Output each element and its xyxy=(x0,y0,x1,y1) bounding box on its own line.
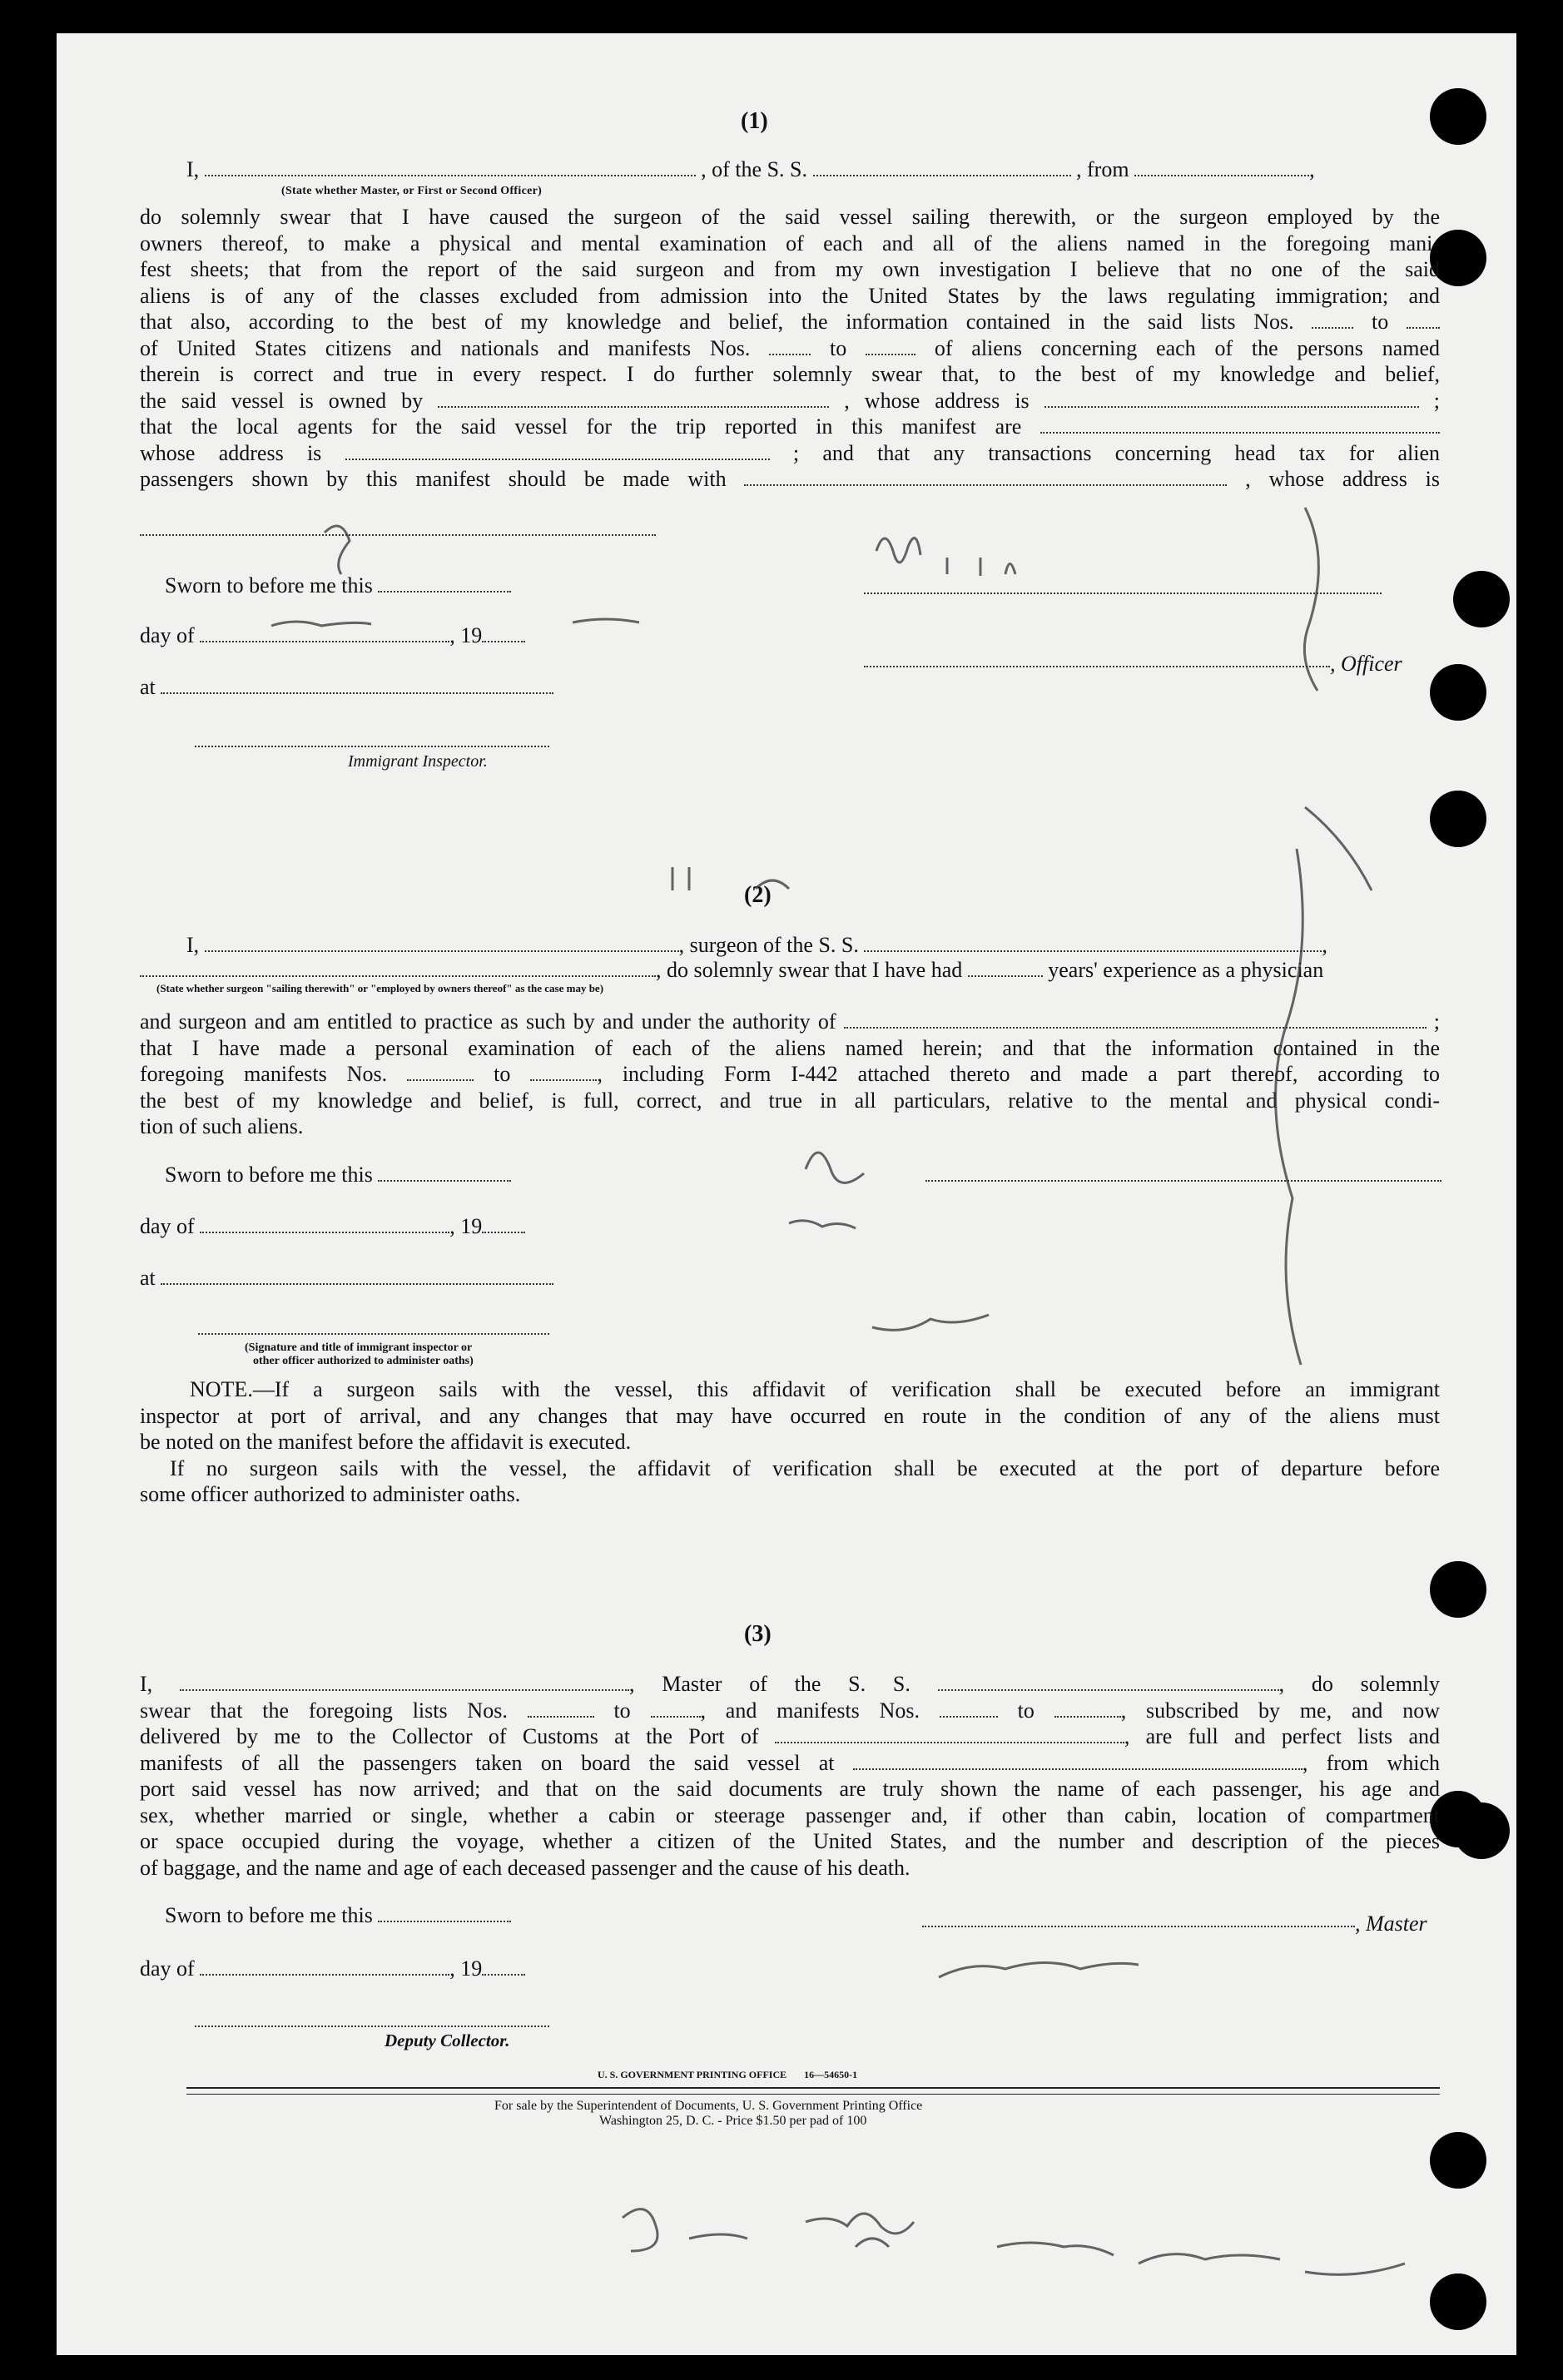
signature-caption-1: (Signature and title of immigrant inspector or xyxy=(245,1341,473,1354)
handwriting-marks xyxy=(57,33,1516,2355)
sworn-line-3: Sworn to before me this xyxy=(165,1902,511,1929)
section-1-body-line: passengers shown by this manifest should be made with , whose address is xyxy=(140,467,1441,491)
section-3-body-line: I, , Master of the S. S. , do solemnly xyxy=(140,1672,1441,1696)
section-1-body-line: do solemnly swear that I have caused the surgeon of the said vessel sailing therewith, or the surgeon employed by the xyxy=(140,205,1440,229)
section-2-line-2: , do solemnly swear that I have had years' experience as a physician xyxy=(140,957,1323,984)
from-label: , from xyxy=(1076,157,1129,181)
section-3-body-line: port said vessel has now arrived; and that on the said documents are truly shown the name of each passenger, his age and xyxy=(140,1777,1440,1801)
section-1-body-line: of United States citizens and nationals and manifests Nos. to of aliens concerning each of the persons named xyxy=(140,335,1441,360)
section-1-number: (1) xyxy=(741,108,768,134)
note-line: be noted on the manifest before the affidavit is executed. xyxy=(140,1430,632,1454)
section-3-body-line: delivered by me to the Collector of Customs at the Port of , are full and perfect lists and xyxy=(140,1724,1440,1748)
section-3-body-line: of baggage, and the name and age of each deceased passenger and the cause of his death. xyxy=(140,1855,911,1880)
of-ss-label: , of the S. S. xyxy=(701,157,808,181)
section-1-body-line: owners thereof, to make a physical and mental examination of each and all of the aliens named in the foregoing mani- xyxy=(140,231,1440,255)
at-line-1: at xyxy=(140,674,553,701)
sale-line-1: For sale by the Superintendent of Documents, U. S. Government Printing Office xyxy=(494,2099,923,2113)
signature-caption-2: other officer authorized to administer oaths) xyxy=(253,1355,474,1367)
note-line: NOTE.—If a surgeon sails with the vessel, this affidavit of verification shall be executed before an immigrant xyxy=(190,1377,1440,1401)
section-2-body-line: foregoing manifests Nos. to , including Form I-442 attached thereto and made a part thereof, according to xyxy=(140,1062,1441,1086)
section-3-body-line: swear that the foregoing lists Nos. to , and manifests Nos. to , subscribed by me, and now xyxy=(140,1698,1441,1723)
section-3-body-line: or space occupied during the voyage, whether a citizen of the United States, and the number and description of the pieces xyxy=(140,1829,1440,1853)
section-1-body-line: the said vessel is owned by , whose address is ; xyxy=(140,388,1441,413)
section-1-body-line: therein is correct and true in every respect. I do further solemnly swear that, to the best of my knowledge and belief, xyxy=(140,362,1440,386)
document-page xyxy=(57,33,1516,2355)
section-1-body-line: that also, according to the best of my knowledge and belief, the information contained in the said lists Nos. to xyxy=(140,309,1440,335)
master-label: , Master xyxy=(1355,1911,1427,1936)
section-2-body-line: tion of such aliens. xyxy=(140,1114,304,1138)
section-1-line-1: I, , of the S. S. , from , xyxy=(186,157,1315,181)
sworn-line-1: Sworn to before me this xyxy=(165,573,511,599)
section-3-number: (3) xyxy=(744,1621,772,1647)
day-of-line-1: day of , 19 xyxy=(140,622,525,649)
collector-label: Deputy Collector. xyxy=(385,2030,510,2050)
note-line: some officer authorized to administer oaths. xyxy=(140,1482,521,1506)
sale-line-2: Washington 25, D. C. - Price $1.50 per pad of 100 xyxy=(599,2114,867,2128)
section-1-body-line: aliens is of any of the classes excluded from admission into the United States by the laws regulating immigration; and xyxy=(140,283,1440,308)
section-2-body-line: that I have made a personal examination of each of the aliens named herein; and that the information contained in the xyxy=(140,1035,1440,1060)
inspector-label: Immigrant Inspector. xyxy=(348,752,488,771)
section-1-body-line: that the local agents for the said vessel for the trip reported in this manifest are xyxy=(140,414,1440,440)
surgeon-caption: (State whether surgeon "sailing therewith" or "employed by owners thereof" as the case may be) xyxy=(156,982,604,994)
note-line: inspector at port of arrival, and any changes that may have occurred en route in the condition of any of the aliens must xyxy=(140,1403,1440,1428)
section-2-body-line: and surgeon and am entitled to practice as such by and under the authority of ; xyxy=(140,1009,1441,1034)
gpo-imprint: U. S. GOVERNMENT PRINTING OFFICE 16—54650-1 xyxy=(598,2069,858,2080)
section-2-number: (2) xyxy=(744,882,772,908)
sworn-line-2: Sworn to before me this xyxy=(165,1162,511,1188)
day-of-line-2: day of , 19 xyxy=(140,1213,525,1240)
officer-label: , Officer xyxy=(1330,652,1402,676)
section-1-body-line: fest sheets; that from the report of the said surgeon and from my own investigation I believe that no one of the said xyxy=(140,257,1440,281)
section-1-body-line: whose address is ; and that any transactions concerning head tax for alien xyxy=(140,440,1441,465)
section-2-body-line: the best of my knowledge and belief, is full, correct, and true in all particulars, relative to the mental and physical condi- xyxy=(140,1088,1440,1113)
at-line-2: at xyxy=(140,1265,553,1292)
note-line: If no surgeon sails with the vessel, the affidavit of verification shall be executed at the port of departure before xyxy=(170,1455,1440,1480)
i-label: I, xyxy=(186,157,200,181)
day-of-line-3: day of , 19 xyxy=(140,1956,525,1982)
officer-caption: (State whether Master, or First or Second Officer) xyxy=(281,185,543,197)
section-3-body-line: manifests of all the passengers taken on board the said vessel at , from which xyxy=(140,1750,1441,1775)
section-3-body-line: sex, whether married or single, whether a cabin or steerage passenger and, if other than cabin, location of compartment xyxy=(140,1802,1440,1827)
section-2-line-1: I, , surgeon of the S. S. , xyxy=(186,933,1327,957)
